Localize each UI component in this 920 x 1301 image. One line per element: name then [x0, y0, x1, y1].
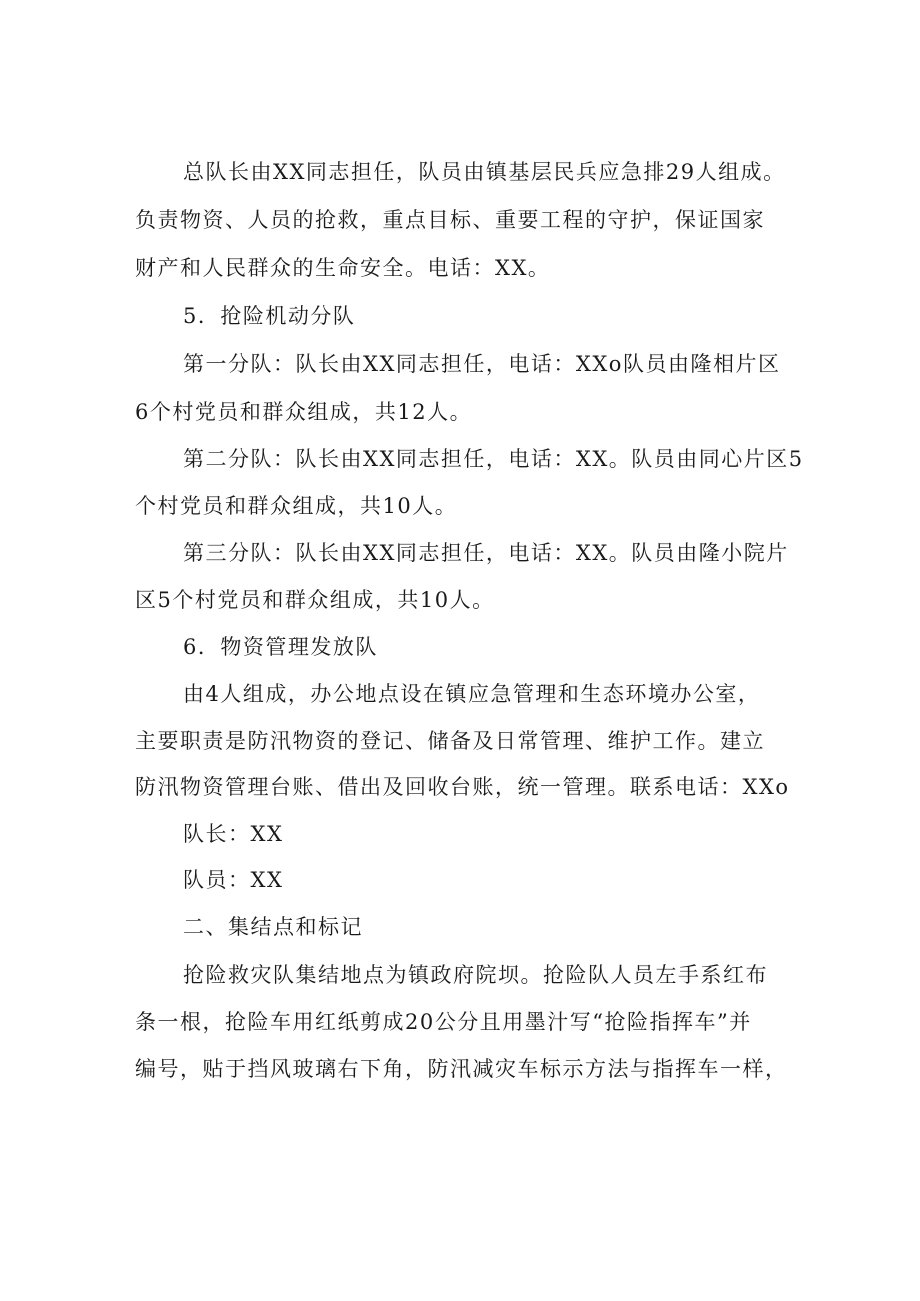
- paragraph-line: 主要职责是防汛物资的登记、储备及日常管理、维护工作。建立: [135, 729, 765, 753]
- paragraph-line: 第二分队：队长由XX同志担任，电话：XX。队员由同心片区5: [183, 447, 804, 471]
- section-heading: 6．物资管理发放队: [183, 635, 378, 659]
- paragraph-line: 防汛物资管理台账、借出及回收台账，统一管理。联系电话：XXo: [135, 775, 790, 799]
- paragraph-line: 个村党员和群众组成，共10人。: [135, 494, 458, 518]
- paragraph-line: 队长：XX: [183, 822, 284, 846]
- paragraph-line: 区5个村党员和群众组成，共10人。: [135, 588, 495, 612]
- paragraph-line: 第三分队：队长由XX同志担任，电话：XX。队员由隆小院片: [183, 541, 789, 565]
- paragraph-line: 队员：XX: [183, 868, 284, 892]
- paragraph-line: 6个村党员和群众组成，共12人。: [135, 400, 473, 424]
- paragraph-line: 第一分队：队长由XX同志担任，电话：XXo队员由隆相片区: [183, 352, 781, 376]
- paragraph-line: 编号，贴于挡风玻璃右下角，防汛减灾车标示方法与指挥车一样，: [135, 1057, 788, 1081]
- paragraph-line: 条一根，抢险车用红纸剪成20公分且用墨汁写“抢险指挥车”并: [135, 1010, 752, 1034]
- paragraph-line: 总队长由XX同志担任，队员由镇基层民兵应急排29人组成。: [183, 160, 786, 184]
- paragraph-line: 财产和人民群众的生命安全。电话：XX。: [135, 256, 551, 280]
- section-heading: 5．抢险机动分队: [183, 304, 356, 328]
- paragraph-line: 由4人组成，办公地点设在镇应急管理和生态环境办公室，: [183, 682, 761, 706]
- section-heading: 二、集结点和标记: [183, 915, 363, 939]
- paragraph-line: 负责物资、人员的抢救，重点目标、重要工程的守护，保证国家: [135, 208, 765, 232]
- paragraph-line: 抢险救灾队集结地点为镇政府院坝。抢险队人员左手系红布: [183, 963, 768, 987]
